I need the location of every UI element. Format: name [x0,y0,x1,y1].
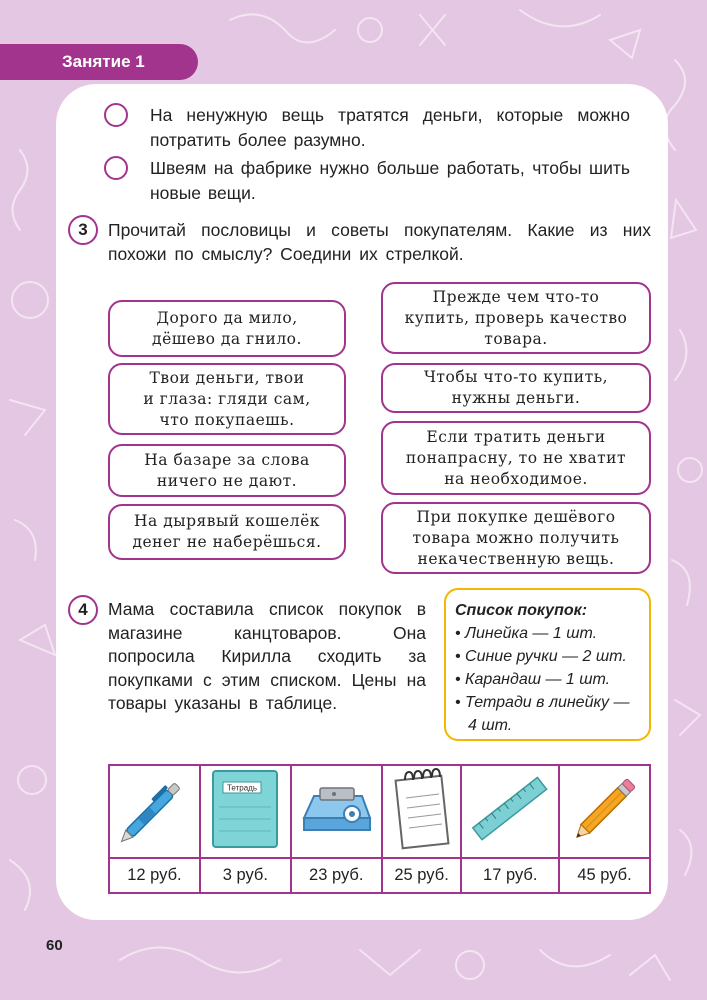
advice-line: Если тратить деньги [426,427,606,446]
proverb-line: что покупаешь. [159,410,295,429]
advice-line: Чтобы что-то купить, [423,368,609,386]
shopping-list [444,588,651,741]
advice-card[interactable] [381,282,651,354]
product-cell [200,765,291,858]
proverb-line: Твои деньги, твои [149,368,305,387]
price-cell: 25 руб. [382,858,462,893]
notepad-icon [387,766,457,852]
proverb-line: На дырявый кошелёк [134,512,320,530]
advice-line: товара можно получить [412,528,620,547]
proverb-line: На базаре за слова [144,450,310,469]
answer-option-2[interactable] [104,156,630,206]
shopping-list-item: • Линейка — 1 шт. [455,625,598,642]
price-cell: 23 руб. [291,858,382,893]
pencil-icon [565,769,645,849]
shopping-list-title: Список покупок: [455,602,588,619]
ruler-icon [467,769,553,849]
advice-line: товара. [484,329,548,348]
proverb-card[interactable] [108,504,346,560]
sharpener-icon [296,774,376,844]
task-4-text: Мама составила список покупок в магазине канцтоваров. Она попросила Кирилла сходить за покупками с этим списком. Цены на товары указаны в таблице. [108,599,426,713]
advice-line: некачественную вещь. [417,549,615,568]
price-cell: 3 руб. [200,858,291,893]
shopping-list-item: • Синие ручки — 2 шт. [455,648,627,665]
price-table [108,764,651,894]
advice-card[interactable] [381,363,651,413]
answer-option-1[interactable] [104,103,630,153]
advice-line: нужны деньги. [451,389,581,407]
product-cell [382,765,462,858]
advice-line: Прежде чем что-то [432,287,600,306]
option-circle[interactable] [104,103,128,127]
product-cell [461,765,559,858]
shopping-list-item-continued: 4 шт. [468,717,513,734]
proverb-line: ничего не дают. [156,471,298,490]
price-cell: 12 руб. [109,858,200,893]
proverb-line: денег не наберёшься. [132,533,322,551]
option-circle[interactable] [104,156,128,180]
advice-line: понапрасну, то не хватит [405,448,627,467]
advice-line: на необходимое. [444,469,588,488]
pen-icon [114,769,194,849]
task-number-badge: 4 [68,595,98,625]
advice-line: При покупке дешёвого [416,507,616,526]
proverb-card[interactable] [108,444,346,497]
shopping-list-item: • Тетради в линейку — [455,694,630,711]
lesson-label: Занятие 1 [0,44,198,80]
option-text: Швеям на фабрике нужно больше работать, чтобы шить новые вещи. [150,158,630,203]
proverb-line: и глаза: гляди сам, [143,389,311,408]
advice-card[interactable] [381,421,651,495]
proverb-line: дёшево да гнило. [152,329,302,348]
shopping-list-item: • Карандаш — 1 шт. [455,671,611,688]
product-cell [109,765,200,858]
task-3-text: Прочитай пословицы и советы покупателям. Какие из них похожи по смыслу? Соедини их стрелкой. [108,220,651,264]
proverb-line: Дорого да мило, [156,308,298,327]
advice-card[interactable] [381,502,651,574]
price-cell: 17 руб. [461,858,559,893]
price-cell: 45 руб. [559,858,650,893]
product-cell [291,765,382,858]
advice-line: купить, проверь качество [404,308,628,327]
proverb-card[interactable] [108,300,346,357]
proverb-card[interactable] [108,363,346,435]
product-cell [559,765,650,858]
notebook-icon [205,767,285,851]
notebook-label: Тетрадь [227,783,258,793]
option-text: На ненужную вещь тратятся деньги, которые можно потратить более разумно. [150,105,630,150]
task-number-badge: 3 [68,215,98,245]
page-number: 60 [46,937,63,954]
